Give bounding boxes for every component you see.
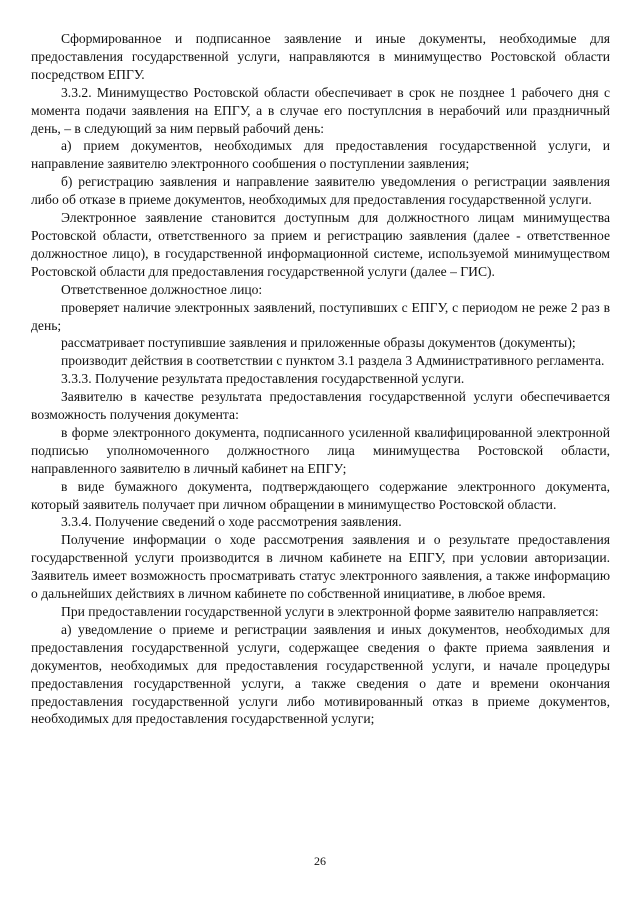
paragraph: а) уведомление о приеме и регистрации заявления и иных документов, необходимых для предоставления государственной услуги, содержащее сведения о факте приема заявления и документов, необходимых для предоставления государственной услуги, и начале процедуры предоставления государственной услуги, а также сведения о дате и времени окончания предоставления государственной услуги либо мотивированный отказ в приеме документов, необходимых для предоставления государственной услуги;	[31, 621, 610, 727]
paragraph: Получение информации о ходе рассмотрения заявления и о результате предоставления государственной услуги производится в личном кабинете на ЕПГУ, при условии авторизации. Заявитель имеет возможность просматривать статус электронного заявления, а также информацию о дальнейших действиях в личном кабинете по собственной инициативе, в любое время.	[31, 532, 610, 602]
paragraph: рассматривает поступившие заявления и приложенные образы документов (документы);	[61, 335, 576, 351]
paragraph: Электронное заявление становится доступным для должностного лицам минимущества Ростовской области, ответственного за прием и регистрацию заявления (далее - ответственное должностное лицо), в государственной информационной системе, используемой минимуществом Ростовской области для предоставления государственной услуги (далее – ГИС).	[31, 210, 610, 279]
paragraph: а) прием документов, необходимых для предоставления государственной услуги, и направление заявителю электронного сообшения о поступлении заявления;	[31, 138, 610, 172]
paragraph: в виде бумажного документа, подтверждающего содержание электронного документа, который заявитель получает при личном обращении в минимущество Ростовской области.	[31, 478, 610, 512]
paragraph: 3.3.2. Минимущество Ростовской области обеспечивает в срок не позднее 1 рабочего дня с момента подачи заявления на ЕПГУ, а в случае его поступлсния в нерабочий или праздничный день, – в следующий за ним первый рабочий день:	[31, 84, 610, 136]
paragraph: б) регистрацию заявления и направление заявителю уведомления о регистрации заявления либо об отказе в приеме документов, необходимых для предоставления государственной услуги.	[31, 174, 610, 208]
document-body	[31, 30, 610, 728]
paragraph: 3.3.3. Получение результата предоставления государственной услуги.	[61, 371, 465, 387]
paragraph: проверяет наличие электронных заявлений, поступивших с ЕПГУ, с периодом не реже 2 раз в день;	[31, 299, 610, 333]
paragraph: 3.3.4. Получение сведений о ходе рассмотрения заявления.	[61, 514, 402, 530]
paragraph: производит действия в соответствии с пунктом 3.1 раздела 3 Административного регламента.	[61, 353, 605, 369]
paragraph: Заявителю в качестве результата предоставления государственной услуги обеспечивается возможность получения документа:	[31, 389, 610, 423]
page-number: 26	[314, 854, 326, 868]
paragraph: При предоставлении государственной услуги в электронной форме заявителю направляется:	[61, 604, 599, 619]
paragraph: Ответственное должностное лицо:	[61, 281, 263, 297]
paragraph: в форме электронного документа, подписанного усиленной квалифицированной электронной подписью уполномоченного должностного лица минимущества Ростовской области, направленного заявителю в личный кабинет на ЕПГУ;	[31, 424, 610, 476]
paragraph: Сформированное и подписанное заявление и иные документы, необходимые для предоставления государственной услуги, направляются в минимущество Ростовской области посредством ЕПГУ.	[31, 31, 610, 82]
